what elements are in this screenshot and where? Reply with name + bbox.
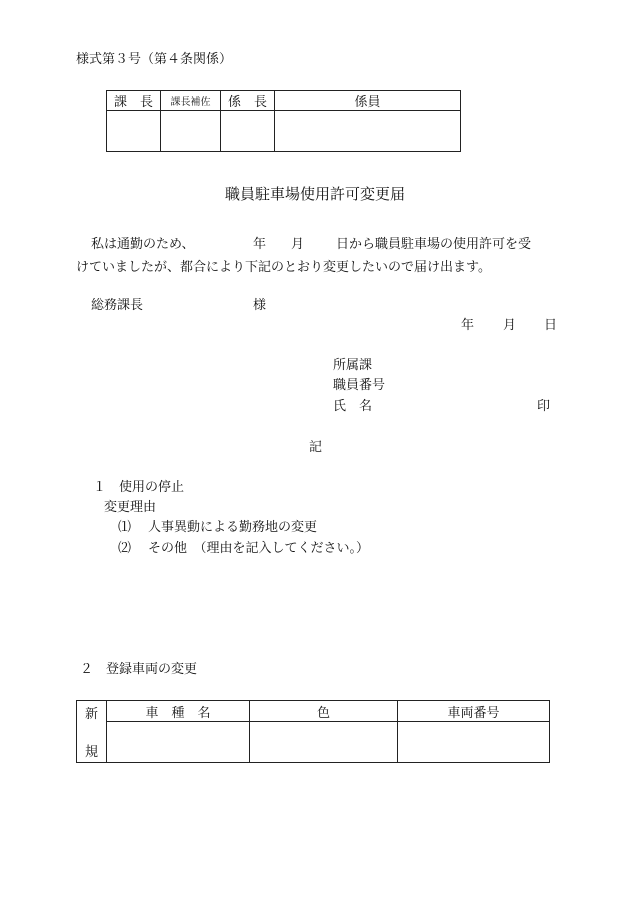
applicant-name-label: 氏 名 bbox=[333, 399, 373, 414]
approval-table bbox=[106, 90, 461, 152]
vehicle-header-row bbox=[77, 701, 550, 722]
vehicle-header-model: 車 種 名 bbox=[107, 701, 250, 722]
approval-header-kakaricho: 係 長 bbox=[221, 91, 275, 111]
approval-header-kacho: 課 長 bbox=[107, 91, 161, 111]
vehicle-entry-row bbox=[77, 722, 550, 763]
body-month-unit: 月 bbox=[291, 237, 305, 252]
vehicle-header-color: 色 bbox=[250, 701, 398, 722]
vehicle-plate-field[interactable] bbox=[398, 722, 550, 763]
stamp-cell-kakaricho[interactable] bbox=[221, 111, 275, 152]
reason-option-2-num: ⑵ bbox=[118, 541, 132, 556]
form-number: 様式第３号（第４条関係） bbox=[76, 52, 233, 67]
approval-header-kacho-hosa: 課長補佐 bbox=[161, 91, 221, 111]
approval-header-row bbox=[107, 91, 461, 111]
reason-option-2-text: その他 （理由を記入してください。） bbox=[148, 541, 370, 556]
body-line1-rest: 日から職員駐車場の使用許可を受 bbox=[336, 237, 532, 252]
addressee-label: 総務課長 bbox=[91, 298, 144, 313]
vehicle-new-label-bottom: 規 bbox=[84, 745, 98, 760]
date-year-unit: 年 bbox=[461, 318, 475, 333]
body-intro: 私は通勤のため、 bbox=[91, 237, 195, 252]
approval-stamp-row bbox=[107, 111, 461, 152]
addressee-honorific: 様 bbox=[253, 298, 267, 313]
date-day-unit: 日 bbox=[544, 318, 558, 333]
vehicle-model-field[interactable] bbox=[107, 722, 250, 763]
vehicle-new-label-top: 新 bbox=[84, 707, 98, 722]
date-month-unit: 月 bbox=[503, 318, 517, 333]
reason-option-1-text: 人事異動による勤務地の変更 bbox=[148, 520, 318, 535]
stamp-cell-kacho[interactable] bbox=[107, 111, 161, 152]
seal-mark: 印 bbox=[537, 399, 551, 414]
applicant-dept-label: 所属課 bbox=[333, 358, 373, 373]
stamp-cell-kakariin[interactable] bbox=[275, 111, 461, 152]
body-line2: けていましたが、都合により下記のとおり変更したいので届け出ます。 bbox=[76, 260, 491, 275]
section2-heading: ２ 登録車両の変更 bbox=[80, 662, 198, 677]
vehicle-header-plate: 車両番号 bbox=[398, 701, 550, 722]
reason-option-1-num: ⑴ bbox=[118, 520, 132, 535]
vehicle-color-field[interactable] bbox=[250, 722, 398, 763]
approval-header-kakariin: 係員 bbox=[275, 91, 461, 111]
vehicle-new-label-cell bbox=[77, 701, 107, 763]
stamp-cell-kacho-hosa[interactable] bbox=[161, 111, 221, 152]
section1-heading: １ 使用の停止 bbox=[93, 480, 185, 495]
section1-reason-label: 変更理由 bbox=[104, 500, 157, 515]
ki-heading: 記 bbox=[309, 440, 323, 455]
document-title: 職員駐車場使用許可変更届 bbox=[224, 185, 405, 203]
applicant-staff-no-label: 職員番号 bbox=[333, 378, 386, 393]
vehicle-table bbox=[76, 700, 550, 763]
body-year-unit: 年 bbox=[253, 237, 267, 252]
